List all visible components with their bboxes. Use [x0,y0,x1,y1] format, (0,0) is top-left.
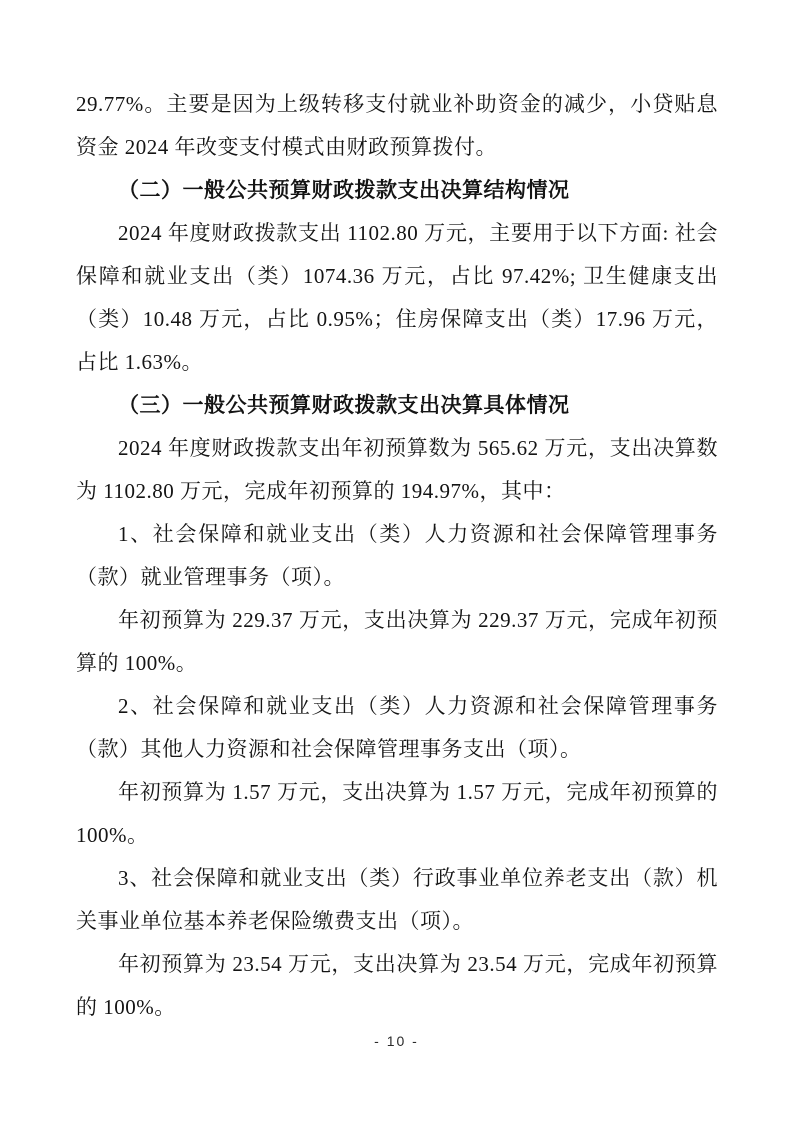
paragraph-item-1-figures: 年初预算为 229.37 万元，支出决算为 229.37 万元，完成年初预算的 100%。 [76,608,718,675]
paragraph-overflow-from-previous-page: 29.77%。主要是因为上级转移支付就业补助资金的减少，小贷贴息资金 2024 年改变支付模式由财政预算拨付。 [76,92,718,159]
page-body [76,83,718,1029]
paragraph-item-1-title: 1、社会保障和就业支出（类）人力资源和社会保障管理事务（款）就业管理事务（项）。 [76,522,718,589]
section-heading-2: （二）一般公共预算财政拨款支出决算结构情况 [118,178,570,202]
paragraph-expenditure-structure: 2024 年度财政拨款支出 1102.80 万元，主要用于以下方面: 社会保障和就业支出（类）1074.36 万元，占比 97.42%; 卫生健康支出（类）10.48 万元，占比 0.95%；住房保障支出（类）17.96 万元，占比 1.63%。 [76,221,718,374]
paragraph-item-2-figures: 年初预算为 1.57 万元，支出决算为 1.57 万元，完成年初预算的 100%。 [76,780,718,847]
paragraph-item-3-title: 3、社会保障和就业支出（类）行政事业单位养老支出（款）机关事业单位基本养老保险缴费支出（项）。 [76,866,718,933]
paragraph-expenditure-detail-intro: 2024 年度财政拨款支出年初预算数为 565.62 万元，支出决算数为 1102.80 万元，完成年初预算的 194.97%，其中： [76,436,718,503]
paragraph-item-2-title: 2、社会保障和就业支出（类）人力资源和社会保障管理事务（款）其他人力资源和社会保障管理事务支出（项）。 [76,694,718,761]
page-number: - 10 - [374,1033,419,1049]
section-heading-3: （三）一般公共预算财政拨款支出决算具体情况 [118,393,570,417]
paragraph-item-3-figures: 年初预算为 23.54 万元，支出决算为 23.54 万元，完成年初预算的 100%。 [76,952,718,1019]
